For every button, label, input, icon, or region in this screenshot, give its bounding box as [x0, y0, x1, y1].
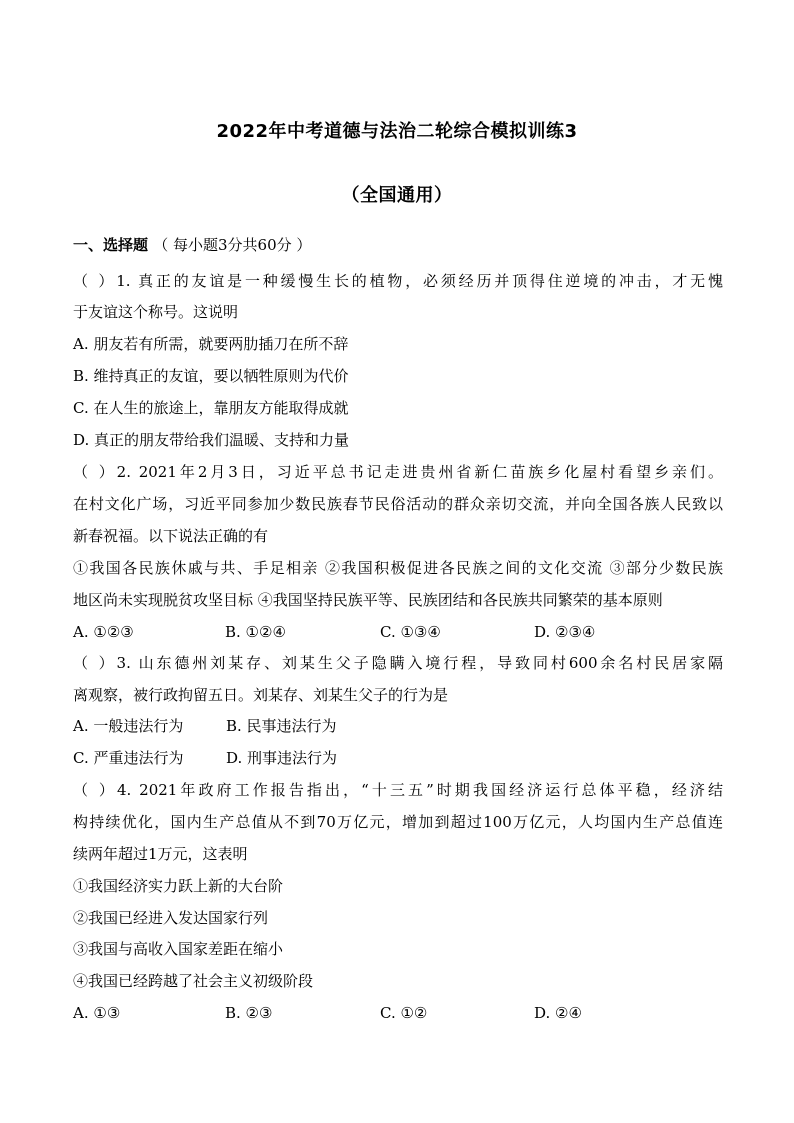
question-2-option-c: C. ①③④: [380, 623, 441, 641]
question-4-statement-1: ①我国经济实力跃上新的大台阶: [73, 877, 284, 895]
document-subtitle: （全国通用）: [341, 185, 453, 206]
question-4-option-b: B. ②③: [225, 1004, 273, 1022]
question-2-options: [73, 622, 723, 642]
question-2-stem-cont: 在村文化广场，习近平同参加少数民族春节民俗活动的群众亲切交流，并向全国各族人民致以: [73, 495, 723, 513]
question-3-option-d: D. 刑事违法行为: [226, 749, 338, 767]
question-2-stem-end: 新春祝福。以下说法正确的有: [73, 527, 269, 545]
question-1-stem-cont: 于友谊这个称号。这说明: [73, 303, 239, 321]
question-1-stem: （ ）1. 真正的友谊是一种缓慢生长的植物，必须经历并顶得住逆境的冲击，才无愧: [73, 272, 723, 290]
section-heading-text: 一、选择题: [73, 236, 149, 254]
question-2-statements: ①我国各民族休戚与共、手足相亲 ②我国积极促进各民族之间的文化交流 ③部分少数民族: [73, 559, 723, 577]
question-4-statement-3: ③我国与高收入国家差距在缩小: [73, 940, 284, 958]
question-4-stem-end: 续两年超过1万元，这表明: [73, 845, 248, 863]
question-2-option-a: A. ①②③: [73, 623, 134, 641]
question-4-option-d: D. ②④: [534, 1004, 582, 1022]
question-1-option-d: D. 真正的朋友带给我们温暖、支持和力量: [73, 431, 350, 449]
question-1-option-b: B. 维持真正的友谊，要以牺牲原则为代价: [73, 367, 349, 385]
question-4-statement-4: ④我国已经跨越了社会主义初级阶段: [73, 972, 314, 990]
question-4-option-a: A. ①③: [73, 1004, 121, 1022]
question-4-stem: （ ）4. 2021年政府工作报告指出，“十三五”时期我国经济运行总体平稳，经济结: [73, 781, 723, 799]
question-3-option-b: B. 民事违法行为: [226, 717, 337, 735]
question-3-stem-cont: 离观察，被行政拘留五日。刘某存、刘某生父子的行为是: [73, 686, 449, 704]
question-4-stem-cont: 构持续优化，国内生产总值从不到70万亿元，增加到超过100万亿元，人均国内生产总值连: [73, 813, 723, 831]
question-2-option-d: D. ②③④: [534, 623, 596, 641]
question-3-options-row-2: [73, 748, 723, 768]
question-2-statements-cont: 地区尚未实现脱贫攻坚目标 ④我国坚持民族平等、民族团结和各民族共同繁荣的基本原则: [73, 591, 663, 609]
question-2-stem: （ ）2. 2021年2月3日，习近平总书记走进贵州省新仁苗族乡化屋村看望乡亲们。: [73, 463, 723, 481]
document-title: 2022年中考道德与法治二轮综合模拟训练3: [216, 121, 578, 142]
question-4-option-c: C. ①②: [380, 1004, 428, 1022]
section-scoring-note: （ 每小题3分共60分 ）: [153, 236, 312, 254]
question-3-option-a: A. 一般违法行为: [73, 717, 184, 735]
question-1-option-a: A. 朋友若有所需，就要两肋插刀在所不辞: [73, 335, 349, 353]
question-3-option-c: C. 严重违法行为: [73, 749, 184, 767]
question-1-option-c: C. 在人生的旅途上，靠朋友方能取得成就: [73, 399, 349, 417]
question-4-options: [73, 1003, 723, 1023]
question-3-options-row-1: [73, 716, 723, 736]
section-heading: [73, 235, 723, 255]
question-3-stem: （ ）3. 山东德州刘某存、刘某生父子隐瞒入境行程，导致同村600余名村民居家隔: [73, 654, 723, 672]
question-4-statement-2: ②我国已经进入发达国家行列: [73, 909, 269, 927]
question-2-option-b: B. ①②④: [225, 623, 286, 641]
